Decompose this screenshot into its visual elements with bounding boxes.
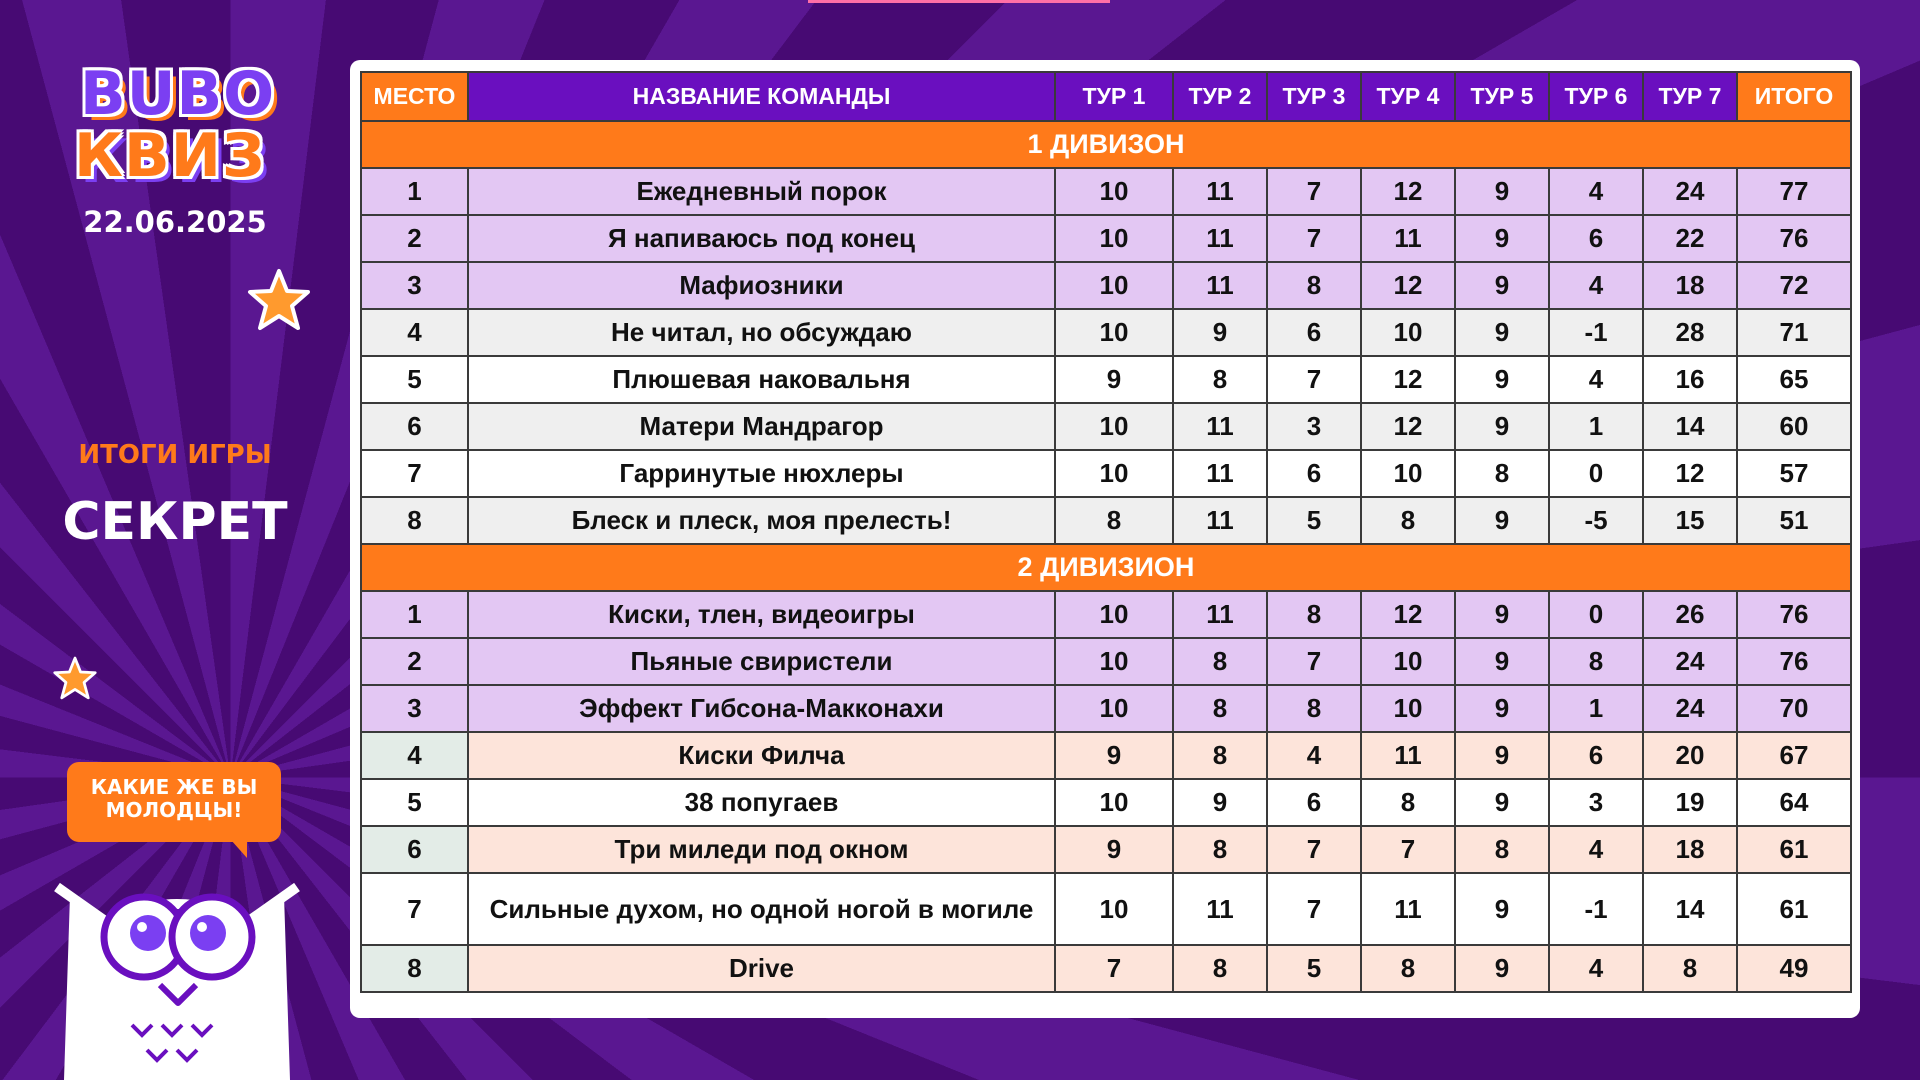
results-label: ИТОГИ ИГРЫ xyxy=(78,440,272,470)
place-cell: 7 xyxy=(361,450,468,497)
team-name-cell: Матери Мандрагор xyxy=(468,403,1055,450)
round-score-cell: 9 xyxy=(1173,779,1267,826)
round-score-cell: 7 xyxy=(1267,215,1361,262)
round-score-cell: 8 xyxy=(1267,685,1361,732)
team-name-cell: 38 попугаев xyxy=(468,779,1055,826)
table-header-row xyxy=(361,72,1851,121)
header-cell: ТУР 7 xyxy=(1643,72,1737,121)
place-cell: 1 xyxy=(361,168,468,215)
round-score-cell: 0 xyxy=(1549,591,1643,638)
table-row xyxy=(361,403,1851,450)
division-title: 1 ДИВИЗОН xyxy=(361,121,1851,168)
team-name-cell: Киски, тлен, видеоигры xyxy=(468,591,1055,638)
table-row xyxy=(361,732,1851,779)
team-name-cell: Я напиваюсь под конец xyxy=(468,215,1055,262)
team-name-cell: Гарринутые нюхлеры xyxy=(468,450,1055,497)
round-score-cell: 10 xyxy=(1055,168,1173,215)
place-cell: 8 xyxy=(361,497,468,544)
round-score-cell: 4 xyxy=(1549,356,1643,403)
round-score-cell: 9 xyxy=(1455,732,1549,779)
logo-line-1: BUBO xyxy=(80,59,276,129)
round-score-cell: 4 xyxy=(1549,945,1643,992)
round-score-cell: 8 xyxy=(1455,826,1549,873)
round-score-cell: -1 xyxy=(1549,873,1643,945)
round-score-cell: 5 xyxy=(1267,497,1361,544)
table-row xyxy=(361,591,1851,638)
total-cell: 61 xyxy=(1737,826,1851,873)
table-row xyxy=(361,262,1851,309)
total-cell: 65 xyxy=(1737,356,1851,403)
place-cell: 5 xyxy=(361,779,468,826)
round-score-cell: 9 xyxy=(1173,309,1267,356)
header-cell: НАЗВАНИЕ КОМАНДЫ xyxy=(468,72,1055,121)
table-row xyxy=(361,215,1851,262)
round-score-cell: 7 xyxy=(1055,945,1173,992)
round-score-cell: 26 xyxy=(1643,591,1737,638)
total-cell: 71 xyxy=(1737,309,1851,356)
round-score-cell: 24 xyxy=(1643,638,1737,685)
team-name-cell: Пьяные свиристели xyxy=(468,638,1055,685)
round-score-cell: 9 xyxy=(1455,215,1549,262)
round-score-cell: 8 xyxy=(1361,497,1455,544)
round-score-cell: 10 xyxy=(1055,262,1173,309)
round-score-cell: 12 xyxy=(1361,591,1455,638)
table-row xyxy=(361,873,1851,945)
round-score-cell: 9 xyxy=(1455,638,1549,685)
round-score-cell: 9 xyxy=(1455,945,1549,992)
round-score-cell: 12 xyxy=(1361,168,1455,215)
round-score-cell: 5 xyxy=(1267,945,1361,992)
round-score-cell: 10 xyxy=(1055,309,1173,356)
round-score-cell: 9 xyxy=(1055,732,1173,779)
place-cell: 3 xyxy=(361,685,468,732)
results-table xyxy=(360,71,1852,993)
header-cell: ТУР 6 xyxy=(1549,72,1643,121)
table-row xyxy=(361,945,1851,992)
round-score-cell: 6 xyxy=(1549,732,1643,779)
round-score-cell: 10 xyxy=(1055,638,1173,685)
round-score-cell: 6 xyxy=(1267,779,1361,826)
round-score-cell: 9 xyxy=(1455,262,1549,309)
round-score-cell: 7 xyxy=(1267,168,1361,215)
round-score-cell: 14 xyxy=(1643,873,1737,945)
round-score-cell: 12 xyxy=(1361,356,1455,403)
team-name-cell: Блеск и плеск, моя прелесть! xyxy=(468,497,1055,544)
round-score-cell: 7 xyxy=(1361,826,1455,873)
header-cell: ИТОГО xyxy=(1737,72,1851,121)
place-cell: 4 xyxy=(361,732,468,779)
place-cell: 8 xyxy=(361,945,468,992)
round-score-cell: 0 xyxy=(1549,450,1643,497)
round-score-cell: 7 xyxy=(1267,638,1361,685)
round-score-cell: 9 xyxy=(1055,826,1173,873)
round-score-cell: 18 xyxy=(1643,262,1737,309)
round-score-cell: 11 xyxy=(1173,873,1267,945)
table-row xyxy=(361,826,1851,873)
round-score-cell: 4 xyxy=(1549,168,1643,215)
place-cell: 2 xyxy=(361,638,468,685)
game-name: СЕКРЕТ xyxy=(62,492,288,552)
bubo-quiz-logo xyxy=(68,56,282,194)
total-cell: 76 xyxy=(1737,591,1851,638)
round-score-cell: 4 xyxy=(1549,826,1643,873)
header-cell: ТУР 1 xyxy=(1055,72,1173,121)
round-score-cell: 8 xyxy=(1361,779,1455,826)
table-row xyxy=(361,356,1851,403)
round-score-cell: 11 xyxy=(1173,403,1267,450)
round-score-cell: 14 xyxy=(1643,403,1737,450)
round-score-cell: 10 xyxy=(1055,403,1173,450)
division-title: 2 ДИВИЗИОН xyxy=(361,544,1851,591)
round-score-cell: 4 xyxy=(1267,732,1361,779)
place-cell: 7 xyxy=(361,873,468,945)
place-cell: 4 xyxy=(361,309,468,356)
round-score-cell: 9 xyxy=(1455,497,1549,544)
round-score-cell: 15 xyxy=(1643,497,1737,544)
round-score-cell: 18 xyxy=(1643,826,1737,873)
round-score-cell: 7 xyxy=(1267,826,1361,873)
round-score-cell: 8 xyxy=(1173,356,1267,403)
round-score-cell: 11 xyxy=(1173,591,1267,638)
table-row xyxy=(361,685,1851,732)
round-score-cell: 10 xyxy=(1055,685,1173,732)
round-score-cell: 10 xyxy=(1055,591,1173,638)
round-score-cell: 11 xyxy=(1361,215,1455,262)
round-score-cell: 8 xyxy=(1173,638,1267,685)
round-score-cell: 12 xyxy=(1643,450,1737,497)
round-score-cell: 11 xyxy=(1361,873,1455,945)
speech-bubble xyxy=(67,762,281,842)
team-name-cell: Эффект Гибсона-Макконахи xyxy=(468,685,1055,732)
team-name-cell: Не читал, но обсуждаю xyxy=(468,309,1055,356)
round-score-cell: 19 xyxy=(1643,779,1737,826)
round-score-cell: 28 xyxy=(1643,309,1737,356)
round-score-cell: 8 xyxy=(1455,450,1549,497)
round-score-cell: 24 xyxy=(1643,685,1737,732)
team-name-cell: Плюшевая наковальня xyxy=(468,356,1055,403)
place-cell: 6 xyxy=(361,826,468,873)
round-score-cell: 1 xyxy=(1549,685,1643,732)
star-icon xyxy=(52,656,98,702)
total-cell: 67 xyxy=(1737,732,1851,779)
total-cell: 60 xyxy=(1737,403,1851,450)
place-cell: 2 xyxy=(361,215,468,262)
total-cell: 77 xyxy=(1737,168,1851,215)
table-row xyxy=(361,309,1851,356)
round-score-cell: 6 xyxy=(1267,450,1361,497)
round-score-cell: 8 xyxy=(1173,945,1267,992)
total-cell: 72 xyxy=(1737,262,1851,309)
table-row xyxy=(361,497,1851,544)
round-score-cell: 9 xyxy=(1455,168,1549,215)
round-score-cell: 10 xyxy=(1361,309,1455,356)
round-score-cell: 9 xyxy=(1455,873,1549,945)
place-cell: 5 xyxy=(361,356,468,403)
table-row xyxy=(361,450,1851,497)
header-cell: ТУР 5 xyxy=(1455,72,1549,121)
round-score-cell: 12 xyxy=(1361,403,1455,450)
total-cell: 57 xyxy=(1737,450,1851,497)
total-cell: 49 xyxy=(1737,945,1851,992)
total-cell: 51 xyxy=(1737,497,1851,544)
round-score-cell: 12 xyxy=(1361,262,1455,309)
top-accent-tab xyxy=(808,0,1110,3)
round-score-cell: -1 xyxy=(1549,309,1643,356)
round-score-cell: 22 xyxy=(1643,215,1737,262)
round-score-cell: 10 xyxy=(1055,779,1173,826)
round-score-cell: 1 xyxy=(1549,403,1643,450)
round-score-cell: 11 xyxy=(1173,215,1267,262)
team-name-cell: Drive xyxy=(468,945,1055,992)
round-score-cell: 9 xyxy=(1455,403,1549,450)
round-score-cell: 10 xyxy=(1055,450,1173,497)
round-score-cell: 7 xyxy=(1267,356,1361,403)
round-score-cell: 11 xyxy=(1173,168,1267,215)
round-score-cell: 3 xyxy=(1549,779,1643,826)
division-header-row xyxy=(361,544,1851,591)
header-cell: ТУР 4 xyxy=(1361,72,1455,121)
division-header-row xyxy=(361,121,1851,168)
team-name-cell: Мафиозники xyxy=(468,262,1055,309)
round-score-cell: 6 xyxy=(1267,309,1361,356)
results-board xyxy=(350,60,1860,1018)
star-icon xyxy=(246,268,312,334)
round-score-cell: 9 xyxy=(1455,356,1549,403)
game-date: 22.06.2025 xyxy=(83,205,267,239)
total-cell: 61 xyxy=(1737,873,1851,945)
round-score-cell: 8 xyxy=(1643,945,1737,992)
round-score-cell: 10 xyxy=(1361,450,1455,497)
header-cell: МЕСТО xyxy=(361,72,468,121)
round-score-cell: 8 xyxy=(1055,497,1173,544)
round-score-cell: 11 xyxy=(1173,450,1267,497)
round-score-cell: 8 xyxy=(1173,826,1267,873)
team-name-cell: Киски Филча xyxy=(468,732,1055,779)
team-name-cell: Ежедневный порок xyxy=(468,168,1055,215)
round-score-cell: 4 xyxy=(1549,262,1643,309)
round-score-cell: 11 xyxy=(1173,497,1267,544)
round-score-cell: 9 xyxy=(1455,779,1549,826)
round-score-cell: 10 xyxy=(1361,638,1455,685)
round-score-cell: 16 xyxy=(1643,356,1737,403)
header-cell: ТУР 3 xyxy=(1267,72,1361,121)
round-score-cell: 7 xyxy=(1267,873,1361,945)
round-score-cell: 24 xyxy=(1643,168,1737,215)
total-cell: 70 xyxy=(1737,685,1851,732)
team-name-cell: Сильные духом, но одной ногой в могиле xyxy=(468,873,1055,945)
round-score-cell: 8 xyxy=(1173,685,1267,732)
owl-mascot-icon xyxy=(52,875,302,1080)
round-score-cell: 8 xyxy=(1549,638,1643,685)
total-cell: 76 xyxy=(1737,638,1851,685)
round-score-cell: 10 xyxy=(1055,873,1173,945)
round-score-cell: 9 xyxy=(1455,685,1549,732)
round-score-cell: 6 xyxy=(1549,215,1643,262)
total-cell: 64 xyxy=(1737,779,1851,826)
round-score-cell: 9 xyxy=(1055,356,1173,403)
logo-line-2: КВИЗ xyxy=(74,121,266,191)
header-cell: ТУР 2 xyxy=(1173,72,1267,121)
table-row xyxy=(361,638,1851,685)
table-row xyxy=(361,779,1851,826)
sidebar xyxy=(0,0,350,1080)
place-cell: 3 xyxy=(361,262,468,309)
speech-bubble-text: КАКИЕ ЖЕ ВЫ МОЛОДЦЫ! xyxy=(90,775,258,822)
round-score-cell: 8 xyxy=(1173,732,1267,779)
round-score-cell: -5 xyxy=(1549,497,1643,544)
round-score-cell: 8 xyxy=(1267,591,1361,638)
round-score-cell: 3 xyxy=(1267,403,1361,450)
round-score-cell: 9 xyxy=(1455,591,1549,638)
place-cell: 1 xyxy=(361,591,468,638)
round-score-cell: 10 xyxy=(1055,215,1173,262)
team-name-cell: Три миледи под окном xyxy=(468,826,1055,873)
round-score-cell: 8 xyxy=(1267,262,1361,309)
round-score-cell: 20 xyxy=(1643,732,1737,779)
table-row xyxy=(361,168,1851,215)
total-cell: 76 xyxy=(1737,215,1851,262)
round-score-cell: 11 xyxy=(1361,732,1455,779)
place-cell: 6 xyxy=(361,403,468,450)
round-score-cell: 9 xyxy=(1455,309,1549,356)
round-score-cell: 10 xyxy=(1361,685,1455,732)
round-score-cell: 11 xyxy=(1173,262,1267,309)
round-score-cell: 8 xyxy=(1361,945,1455,992)
